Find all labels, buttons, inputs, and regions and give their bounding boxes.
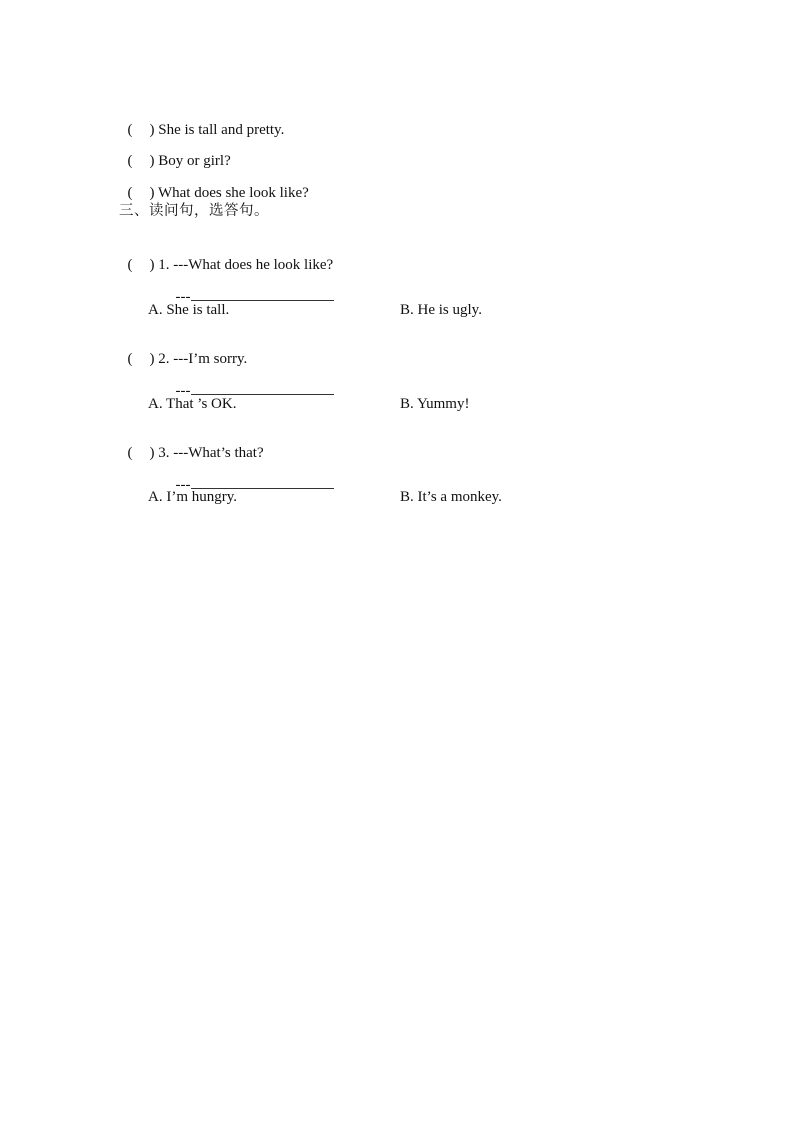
question-2 (120, 332, 247, 368)
answer-blank[interactable] (191, 288, 334, 301)
question-1 (120, 238, 333, 274)
option-a-2[interactable]: A. That ’s OK. (148, 396, 237, 412)
question-3 (120, 426, 264, 462)
answer-paren-open[interactable]: ( (127, 153, 133, 169)
option-b-2[interactable]: B. Yummy! (400, 396, 470, 412)
matching-item-text: What does she look like? (157, 185, 309, 201)
option-a-1[interactable]: A. She is tall. (148, 302, 230, 318)
question-number: 3. (158, 445, 170, 461)
option-a-3[interactable]: A. I’m hungry. (148, 489, 238, 505)
question-number: 2. (158, 351, 170, 367)
answer-paren-close: ) (149, 153, 155, 169)
answer-paren-close: ) (149, 122, 155, 138)
answer-blank[interactable] (191, 382, 334, 395)
answer-paren-close: ) (149, 445, 155, 461)
answer-prefix: --- (175, 477, 191, 493)
answer-paren-open[interactable]: ( (127, 257, 133, 273)
matching-item-text: She is tall and pretty. (158, 122, 285, 138)
matching-item-text: Boy or girl? (158, 153, 231, 169)
answer-paren-close: ) (149, 185, 155, 201)
answer-paren-close: ) (149, 257, 155, 273)
section-heading: 三、读问句，选答句。 (119, 203, 269, 219)
option-b-3[interactable]: B. It’s a monkey. (400, 489, 502, 505)
question-text: ---What’s that? (173, 445, 264, 461)
question-text: ---What does he look like? (173, 257, 334, 273)
answer-prefix: --- (175, 289, 191, 305)
question-text: ---I’m sorry. (173, 351, 248, 367)
option-b-1[interactable]: B. He is ugly. (400, 302, 482, 318)
question-number: 1. (158, 257, 170, 273)
answer-paren-close: ) (149, 351, 155, 367)
answer-paren-open[interactable]: ( (127, 445, 133, 461)
answer-paren-open[interactable]: ( (127, 351, 133, 367)
matching-item-2 (120, 134, 231, 170)
answer-paren-open[interactable]: ( (127, 122, 133, 138)
answer-prefix: --- (175, 383, 191, 399)
answer-paren-open[interactable]: ( (127, 185, 133, 201)
matching-item-3 (120, 166, 309, 202)
